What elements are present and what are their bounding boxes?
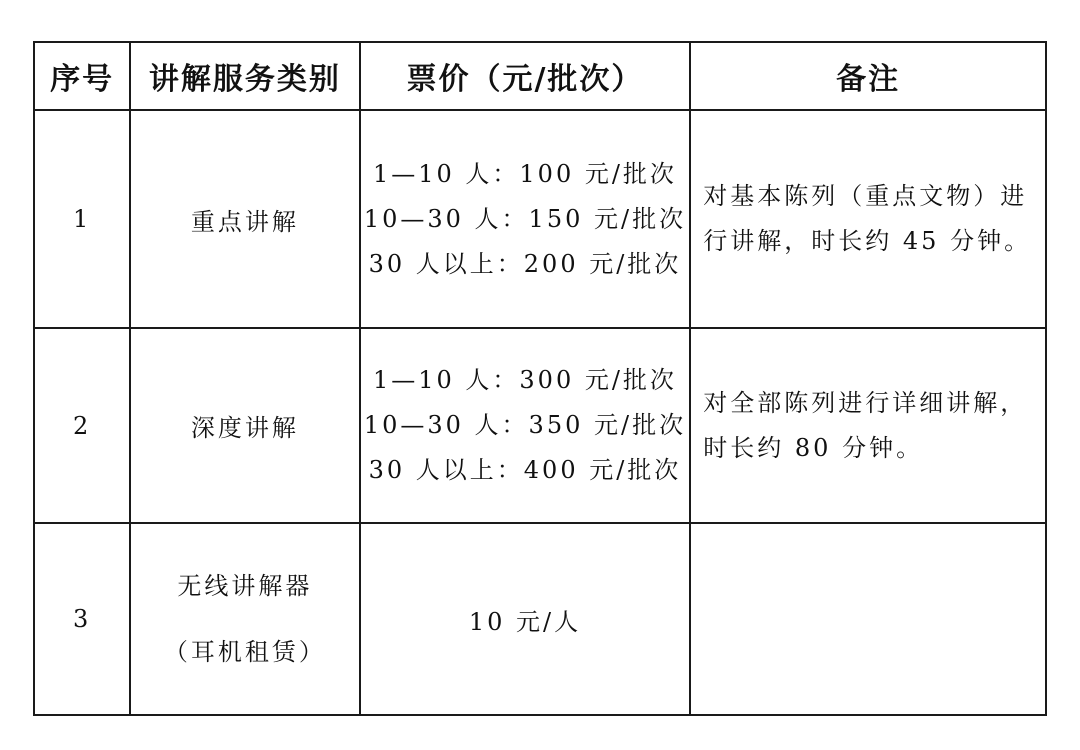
row-price bbox=[360, 328, 691, 523]
row-price bbox=[360, 110, 691, 328]
category-line: 无线讲解器 bbox=[177, 572, 313, 600]
table-row bbox=[34, 110, 1046, 328]
price-line: 30 人以上：200 元/批次 bbox=[368, 249, 682, 278]
row-no: 1 bbox=[34, 110, 130, 328]
row-no: 3 bbox=[34, 523, 130, 715]
row-category bbox=[130, 523, 359, 715]
header-no: 序号 bbox=[34, 42, 130, 110]
row-price: 10 元/人 bbox=[360, 523, 691, 715]
price-line: 1—10 人：100 元/批次 bbox=[372, 159, 677, 188]
row-note: 对基本陈列（重点文物）进行讲解，时长约 45 分钟。 bbox=[690, 110, 1046, 328]
row-category: 重点讲解 bbox=[130, 110, 359, 328]
table-header-row bbox=[34, 42, 1046, 110]
row-no: 2 bbox=[34, 328, 130, 523]
price-line: 10—30 人：150 元/批次 bbox=[363, 204, 687, 233]
header-note: 备注 bbox=[690, 42, 1046, 110]
header-category: 讲解服务类别 bbox=[130, 42, 359, 110]
row-category: 深度讲解 bbox=[130, 328, 359, 523]
row-note bbox=[690, 523, 1046, 715]
table-row bbox=[34, 328, 1046, 523]
category-line: （耳机租赁） bbox=[163, 638, 326, 666]
header-price: 票价（元/批次） bbox=[360, 42, 691, 110]
table-row bbox=[34, 523, 1046, 715]
price-line: 10—30 人：350 元/批次 bbox=[363, 411, 687, 439]
price-table bbox=[33, 41, 1047, 716]
price-line: 30 人以上：400 元/批次 bbox=[368, 456, 682, 484]
row-note: 对全部陈列进行详细讲解，时长约 80 分钟。 bbox=[690, 328, 1046, 523]
price-line: 1—10 人：300 元/批次 bbox=[372, 366, 677, 394]
